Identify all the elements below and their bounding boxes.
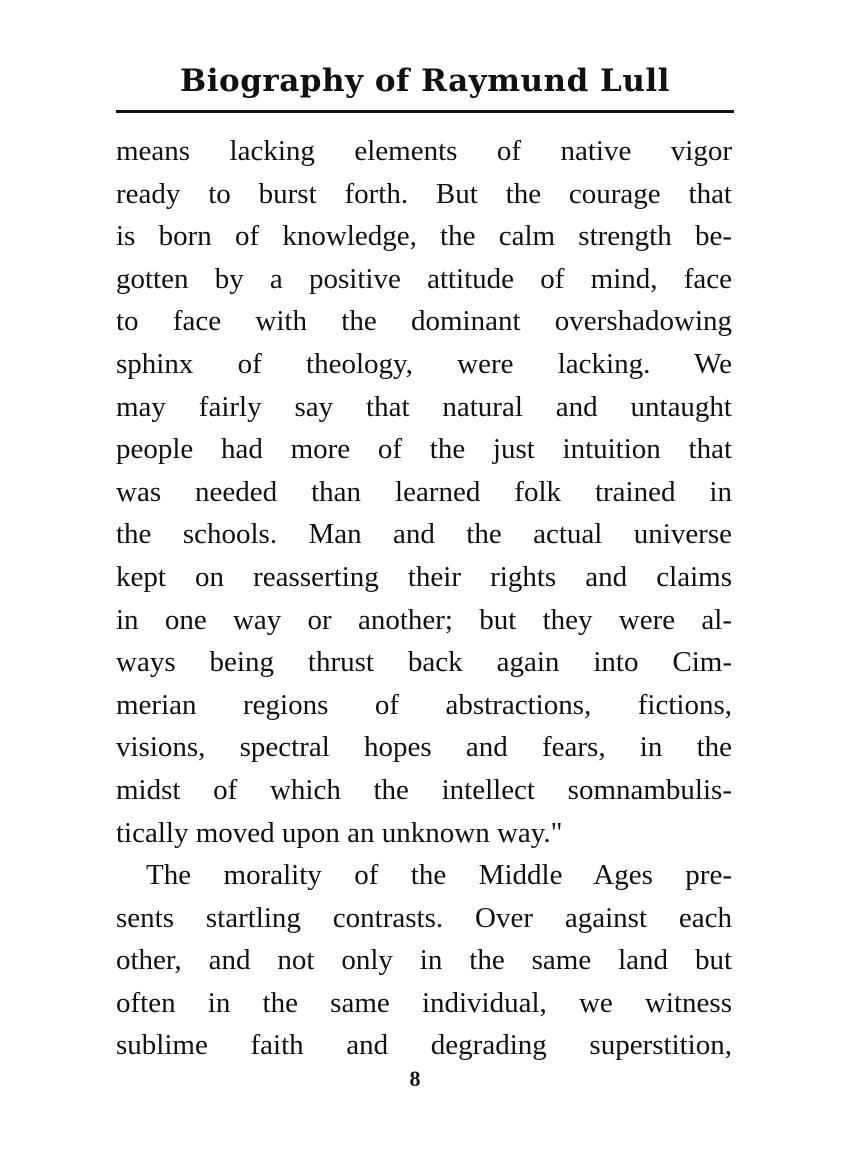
text-line: merian regions of abstractions, fictions, (116, 688, 732, 721)
text-line: was needed than learned folk trained in (116, 475, 732, 508)
text-line: midst of which the intellect somnambulis- (116, 773, 732, 806)
text-line: the schools. Man and the actual universe (116, 518, 732, 551)
text-line: in one way or another; but they were al- (116, 603, 732, 636)
header-rule (116, 110, 734, 113)
text-line: gotten by a positive attitude of mind, face (116, 262, 732, 295)
text-line: sphinx of theology, were lacking. We (116, 347, 732, 380)
text-line: people had more of the just intuition that (116, 433, 732, 466)
page-number: 8 (409, 1066, 421, 1091)
text-line: often in the same individual, we witness (116, 986, 732, 1019)
text-line: other, and not only in the same land but (116, 944, 732, 977)
paragraph-start-line: The morality of the Middle Ages pre- (146, 859, 732, 892)
text-line: ready to burst forth. But the courage that (116, 177, 732, 210)
text-line: is born of knowledge, the calm strength be- (116, 220, 732, 253)
text-line: to face with the dominant overshadowing (116, 305, 732, 338)
text-line: sents startling contrasts. Over against each (116, 901, 732, 934)
text-line: tically moved upon an unknown way." (116, 816, 563, 849)
text-line: visions, spectral hopes and fears, in the (116, 731, 732, 764)
running-head: Biography of Raymund Lull (180, 63, 670, 99)
text-line: may fairly say that natural and untaught (116, 390, 732, 423)
text-line: kept on reasserting their rights and claims (116, 560, 732, 593)
text-line: means lacking elements of native vigor (116, 135, 732, 167)
body-text (116, 130, 732, 1067)
text-line: ways being thrust back again into Cim- (116, 646, 732, 679)
text-line: sublime faith and degrading superstition, (116, 1029, 732, 1062)
